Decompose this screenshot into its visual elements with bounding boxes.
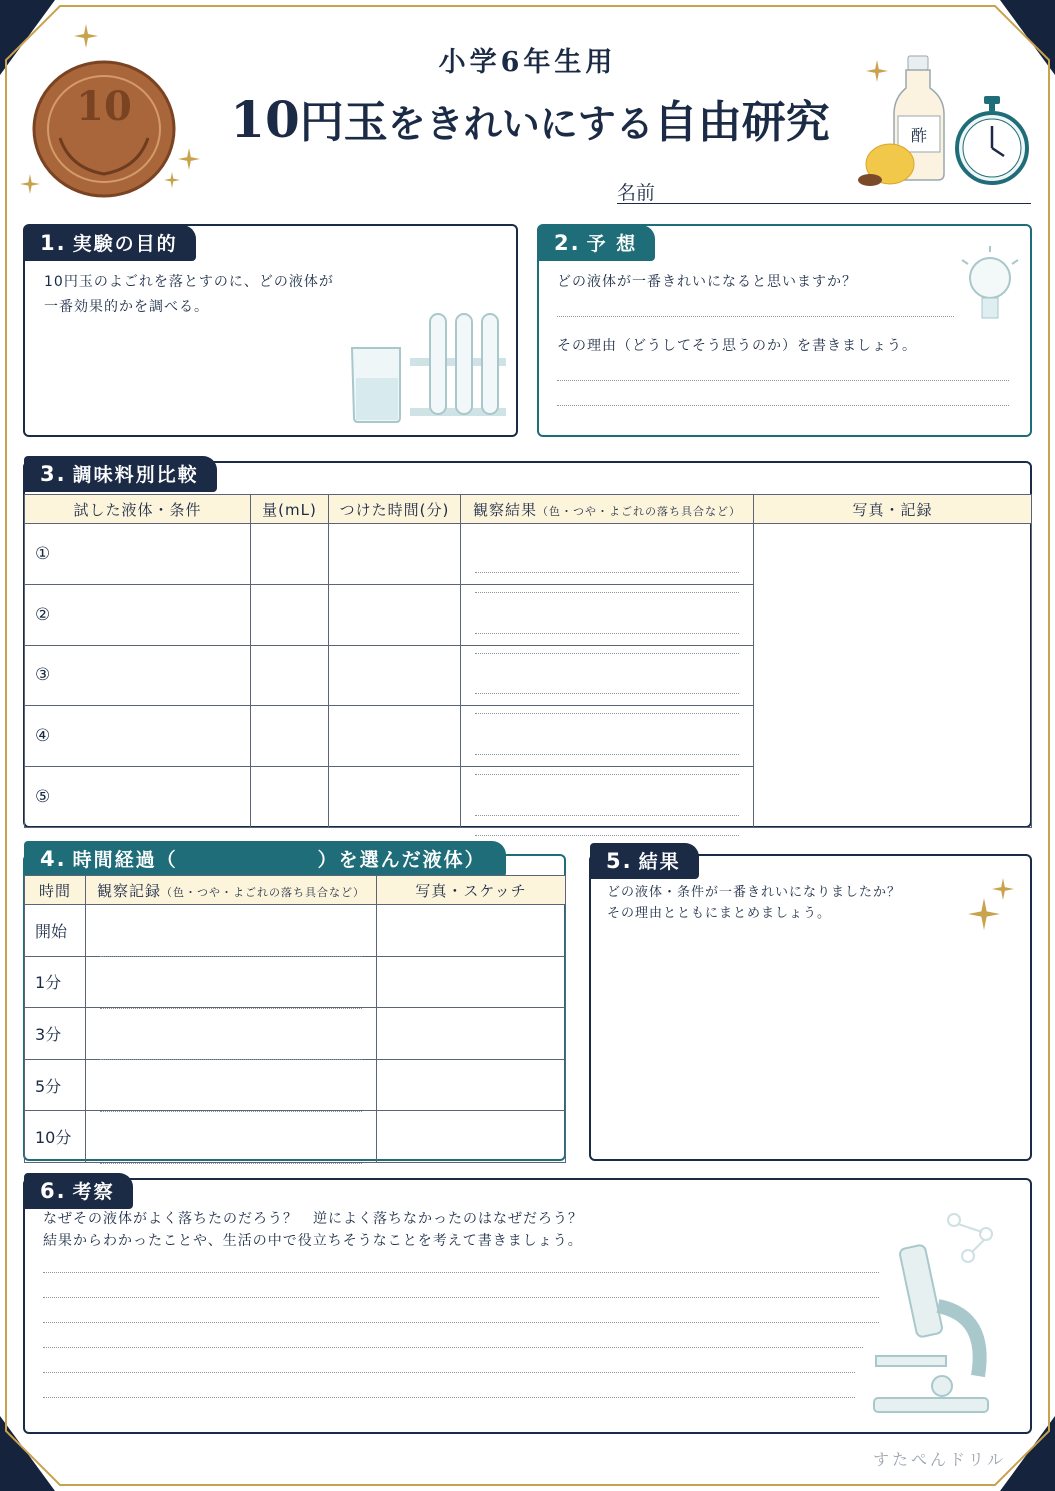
col-photo: 写真・記録 [754,495,1032,524]
col-observation: 観察記録（色・つや・よごれの落ち具合など） [86,876,377,905]
time-cell[interactable] [329,706,461,767]
amount-cell[interactable] [251,645,329,706]
observation-cell[interactable] [461,706,754,767]
comparison-row-label: ③ [25,645,251,706]
time-cell[interactable] [329,584,461,645]
purpose-text-2: 一番効果的かを調べる。 [44,299,209,315]
title-part-b: をきれいにする [387,101,654,146]
comparison-table [24,494,1032,828]
observation-cell[interactable] [461,645,754,706]
discussion-line[interactable] [43,1322,879,1323]
sparkle-icon [866,60,888,82]
sketch-cell[interactable] [377,1059,566,1111]
title-part-a: 円玉 [299,97,388,148]
name-label: 名前 [617,182,656,204]
subtitle: 小学6年生用 [438,47,617,78]
observation-cell[interactable] [461,584,754,645]
sketch-cell[interactable] [377,1008,566,1060]
discussion-line[interactable] [43,1347,863,1348]
comparison-row-label: ⑤ [25,767,251,828]
sparkle-icon [20,174,40,194]
comparison-row-label: ① [25,524,251,585]
page-title [200,86,860,150]
observation-cell[interactable] [86,956,377,1008]
col-sketch: 写真・スケッチ [377,876,566,905]
sketch-cell[interactable] [377,905,566,957]
name-input-line[interactable] [617,203,1031,204]
col-observation: 観察結果（色・つや・よごれの落ち具合など） [461,495,754,524]
section-time-course-tag: 4. 時間経過（ ）を選んだ液体） [24,841,506,877]
time-row-label: 開始 [25,905,86,957]
section-discussion-tag: 6. 考察 [24,1173,133,1209]
amount-cell[interactable] [251,706,329,767]
sparkle-icon [178,148,200,170]
observation-cell[interactable] [86,1059,377,1111]
title-part-c: 自由研究 [653,97,830,148]
col-time: 時間 [25,876,86,905]
discussion-line[interactable] [43,1297,879,1298]
result-text-1: どの液体・条件が一番きれいになりましたか？ [607,885,902,900]
observation-cell[interactable] [461,524,754,585]
vinegar-label: 酢 [910,126,928,145]
time-row-label: 1分 [25,956,86,1008]
prediction-question: どの液体が一番きれいになると思いますか？ [557,274,857,290]
col-time: つけた時間(分) [329,495,461,524]
observation-cell[interactable] [86,1008,377,1060]
sparkle-icon [992,878,1014,900]
ten-yen-coin-icon [30,58,180,200]
prediction-answer-line[interactable] [557,316,954,317]
sketch-cell[interactable] [377,956,566,1008]
sparkle-icon [968,898,1000,930]
stopwatch-icon [952,94,1032,188]
section-purpose-tag: 1. 実験の目的 [24,225,196,261]
observation-cell[interactable] [461,767,754,828]
amount-cell[interactable] [251,767,329,828]
result-text-2: その理由とともにまとめましょう。 [607,906,832,921]
discussion-line[interactable] [43,1272,879,1273]
time-cell[interactable] [329,645,461,706]
result-writing-area[interactable] [595,932,1025,1154]
reason-answer-line[interactable] [557,405,1009,406]
amount-cell[interactable] [251,524,329,585]
discussion-text-1: なぜその液体がよく落ちたのだろう？ 逆によく落ちなかったのはなぜだろう？ [43,1211,583,1227]
discussion-line[interactable] [43,1372,855,1373]
footer-brand: すたぺんドリル [873,1450,1007,1469]
observation-cell[interactable] [86,1111,377,1163]
purpose-text-1: 10円玉のよごれを落とすのに、どの液体が [44,274,334,290]
time-row-label: 3分 [25,1008,86,1060]
discussion-text-2: 結果からわかったことや、生活の中で役立ちそうなことを考えて書きましょう。 [43,1233,583,1249]
col-liquid: 試した液体・条件 [25,495,251,524]
section-comparison-tag: 3. 調味料別比較 [24,456,217,492]
microscope-icon [868,1206,1010,1418]
time-cell[interactable] [329,524,461,585]
time-course-table [24,875,566,1163]
prediction-reason-question: その理由（どうしてそう思うのか）を書きましょう。 [557,338,917,354]
discussion-line[interactable] [43,1397,855,1398]
sketch-cell[interactable] [377,1111,566,1163]
observation-cell[interactable] [86,905,377,957]
section-prediction-tag: 2. 予 想 [538,225,655,261]
amount-cell[interactable] [251,584,329,645]
lightbulb-icon [958,244,1024,330]
reason-answer-line[interactable] [557,380,1009,381]
section-result-tag: 5. 結果 [590,843,699,879]
photo-record-cell[interactable] [754,524,1032,828]
lab-glassware-icon [348,308,510,426]
col-amount: 量(mL) [251,495,329,524]
comparison-row-label: ② [25,584,251,645]
sparkle-icon [164,172,180,188]
time-row-label: 10分 [25,1111,86,1163]
comparison-row-label: ④ [25,706,251,767]
title-number: 10 [230,90,300,149]
coin-value-text: 10 [76,83,132,130]
time-cell[interactable] [329,767,461,828]
time-row-label: 5分 [25,1059,86,1111]
